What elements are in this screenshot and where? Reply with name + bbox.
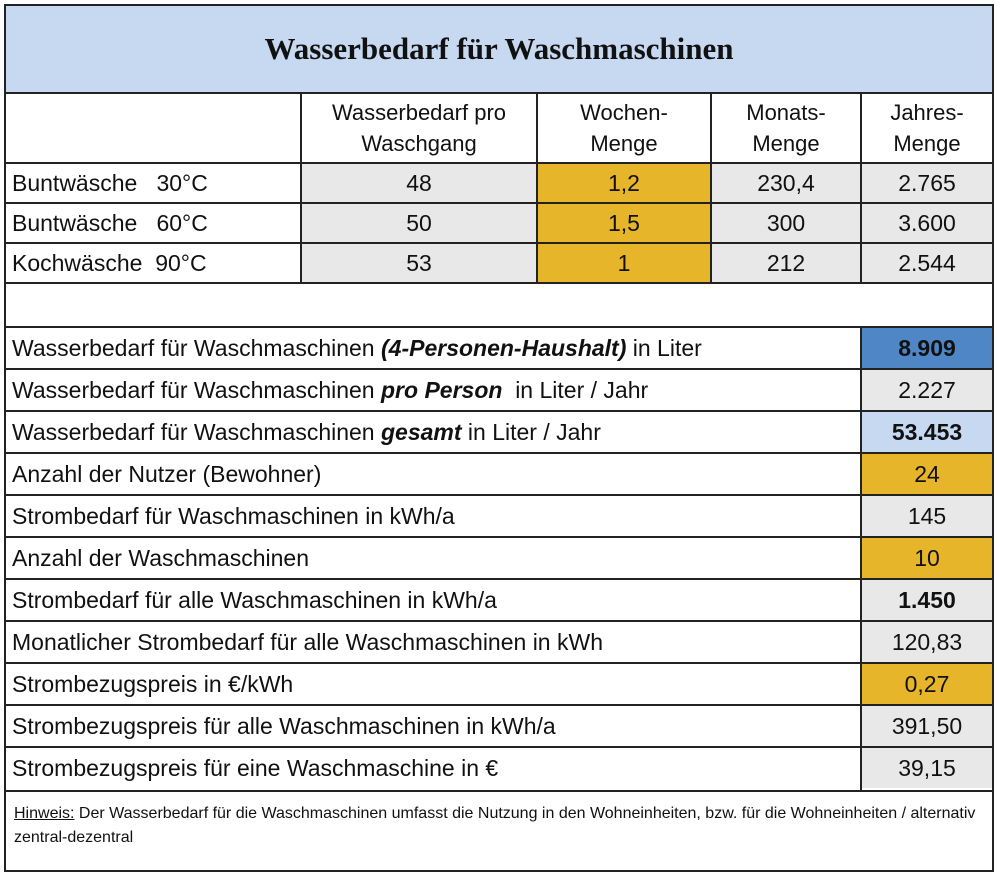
summary-label bbox=[6, 454, 858, 494]
summary-label-suffix: in Liter bbox=[626, 334, 702, 361]
value-pro-waschgang: 50 bbox=[302, 204, 536, 242]
summary-value: 391,50 bbox=[862, 706, 992, 746]
header-line: Wasserbedarf pro bbox=[331, 100, 507, 125]
summary-label bbox=[6, 538, 858, 578]
summary-value: 120,83 bbox=[862, 622, 992, 662]
value-pro-waschgang: 53 bbox=[302, 244, 536, 282]
header-line: Menge bbox=[893, 131, 961, 156]
header-wasserbedarf-pro-waschgang bbox=[302, 94, 536, 162]
header-line: Monats- bbox=[746, 100, 826, 125]
hint-note bbox=[14, 802, 984, 850]
summary-value: 53.453 bbox=[862, 412, 992, 452]
header-monats-menge bbox=[712, 94, 860, 162]
value-jahres-menge: 2.765 bbox=[862, 164, 992, 202]
summary-label-text: Monatlicher Strombedarf für alle Waschmaschinen in kWh bbox=[12, 628, 603, 655]
value-wochen-menge: 1,2 bbox=[538, 164, 710, 202]
summary-label-text: Anzahl der Waschmaschinen bbox=[12, 544, 310, 571]
value-monats-menge: 212 bbox=[712, 244, 860, 282]
summary-label-text: Strombezugspreis für alle Waschmaschinen in kWh/a bbox=[12, 712, 556, 739]
header-jahres-menge bbox=[862, 94, 992, 162]
summary-value: 10 bbox=[862, 538, 992, 578]
value-wochen-menge: 1,5 bbox=[538, 204, 710, 242]
summary-label bbox=[6, 412, 858, 452]
summary-value: 145 bbox=[862, 496, 992, 536]
summary-label-text: Anzahl der Nutzer (Bewohner) bbox=[12, 460, 322, 487]
summary-label-text: Strombedarf für Waschmaschinen in kWh/a bbox=[12, 502, 455, 529]
header-line: Jahres- bbox=[890, 100, 964, 125]
summary-label bbox=[6, 328, 858, 368]
summary-label-text: Wasserbedarf für Waschmaschinen bbox=[12, 376, 381, 403]
summary-label bbox=[6, 622, 858, 662]
summary-label-emphasis: gesamt bbox=[381, 418, 462, 445]
summary-label bbox=[6, 580, 858, 620]
summary-value: 8.909 bbox=[862, 328, 992, 368]
row-label: Buntwäsche 60°C bbox=[12, 209, 208, 236]
summary-value: 39,15 bbox=[862, 748, 992, 788]
summary-label-text: Strombezugspreis in €/kWh bbox=[12, 670, 294, 697]
summary-label bbox=[6, 496, 858, 536]
value-monats-menge: 230,4 bbox=[712, 164, 860, 202]
summary-label-emphasis: (4-Personen-Haushalt) bbox=[381, 334, 627, 361]
table-title: Wasserbedarf für Waschmaschinen bbox=[6, 6, 992, 94]
value-wochen-menge: 1 bbox=[538, 244, 710, 282]
summary-label bbox=[6, 748, 858, 788]
summary-label bbox=[6, 706, 858, 746]
summary-value: 2.227 bbox=[862, 370, 992, 410]
summary-label-text: Wasserbedarf für Waschmaschinen bbox=[12, 334, 381, 361]
row-label: Buntwäsche 30°C bbox=[12, 169, 208, 196]
summary-label-suffix: in Liter / Jahr bbox=[502, 376, 649, 403]
table-sheet bbox=[4, 4, 994, 872]
summary-label bbox=[6, 664, 858, 704]
summary-label-suffix: in Liter / Jahr bbox=[461, 418, 601, 445]
value-pro-waschgang: 48 bbox=[302, 164, 536, 202]
header-line: Wochen- bbox=[580, 100, 668, 125]
row-label: Kochwäsche 90°C bbox=[12, 249, 207, 276]
summary-value: 24 bbox=[862, 454, 992, 494]
summary-label-text: Strombedarf für alle Waschmaschinen in kWh/a bbox=[12, 586, 497, 613]
value-monats-menge: 300 bbox=[712, 204, 860, 242]
hint-text: Der Wasserbedarf für die Waschmaschinen umfasst die Nutzung in den Wohneinheiten, bzw. für die Wohneinheiten / alternativ zentral-dezentral bbox=[14, 805, 976, 846]
header-line: Waschgang bbox=[361, 131, 477, 156]
value-jahres-menge: 3.600 bbox=[862, 204, 992, 242]
header-wochen-menge bbox=[538, 94, 710, 162]
summary-value: 0,27 bbox=[862, 664, 992, 704]
summary-label bbox=[6, 370, 858, 410]
header-line: Menge bbox=[752, 131, 820, 156]
summary-label-text: Strombezugspreis für eine Waschmaschine in € bbox=[12, 754, 499, 781]
value-jahres-menge: 2.544 bbox=[862, 244, 992, 282]
hint-label: Hinweis: bbox=[14, 805, 75, 822]
summary-value: 1.450 bbox=[862, 580, 992, 620]
summary-label-emphasis: pro Person bbox=[381, 376, 503, 403]
summary-label-text: Wasserbedarf für Waschmaschinen bbox=[12, 418, 381, 445]
header-line: Menge bbox=[590, 131, 658, 156]
